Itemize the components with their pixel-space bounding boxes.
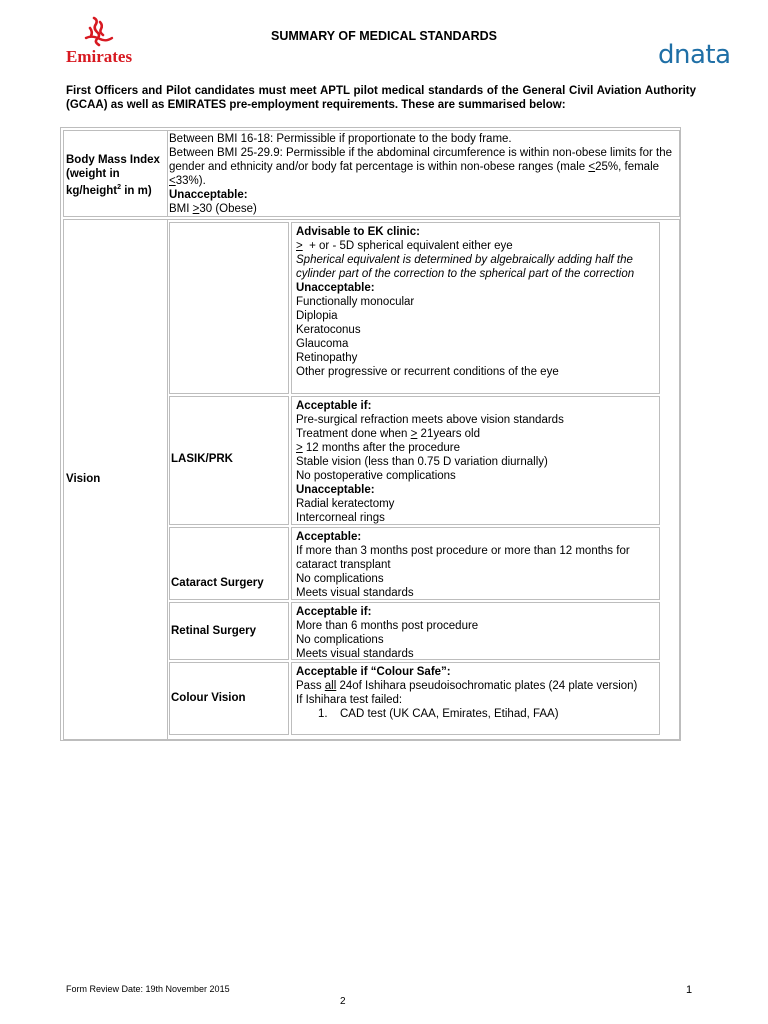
- bmi-unacceptable-label: Unacceptable:: [169, 189, 248, 201]
- bmi-label-cell: [63, 130, 168, 217]
- cataract-cell: [291, 527, 660, 600]
- document-title: SUMMARY OF MEDICAL STANDARDS: [271, 29, 497, 43]
- bmi-label-main: Body Mass Index: [66, 154, 160, 166]
- vision-label-cell: [63, 219, 168, 740]
- page-number-center: 2: [340, 996, 346, 1007]
- vision-general-item: Retinopathy: [296, 352, 358, 364]
- cataract-heading: Acceptable:: [296, 531, 362, 543]
- lasik-item: Radial keratectomy: [296, 498, 395, 510]
- retinal-cell: [291, 602, 660, 660]
- emirates-logo-text: Emirates: [66, 47, 133, 66]
- lasik-label: LASIK/PRK: [171, 453, 233, 465]
- colour-cell: [291, 662, 660, 735]
- lasik-cell: [291, 396, 660, 525]
- retinal-label: Retinal Surgery: [171, 625, 256, 637]
- cataract-label-cell: [169, 527, 289, 600]
- cataract-line3: Meets visual standards: [296, 587, 414, 599]
- cataract-line1: If more than 3 months post procedure or more than 12 months for cataract transplant: [296, 545, 630, 571]
- bmi-line1: Between BMI 16-18: Permissible if proportionate to the body frame.: [169, 133, 512, 145]
- page-number: 1: [686, 984, 693, 996]
- vision-general-item: Other progressive or recurrent conditions of the eye: [296, 366, 559, 378]
- vision-general-line1: > + or - 5D spherical equivalent either eye: [296, 240, 513, 252]
- lasik-label-cell: [169, 396, 289, 525]
- bmi-label-sub2-post: in m): [121, 184, 152, 197]
- vision-general-item: Keratoconus: [296, 324, 361, 336]
- cataract-label: Cataract Surgery: [171, 577, 264, 589]
- bmi-label-sub1: (weight in: [66, 168, 120, 180]
- medical-standards-table: [60, 127, 681, 741]
- colour-list-text: CAD test (UK CAA, Emirates, Etihad, FAA): [340, 708, 559, 720]
- lasik-line1: Pre-surgical refraction meets above vision standards: [296, 414, 564, 426]
- vision-general-unacceptable-label: Unacceptable:: [296, 282, 375, 294]
- intro-paragraph: First Officers and Pilot candidates must meet APTL pilot medical standards of the General Civil Aviation Authority (GCAA) as well as EMIRATES pre-employment requirements. These are summarised below:: [66, 85, 696, 111]
- vision-general-label-cell: [169, 222, 289, 394]
- form-review-date: Form Review Date: 19th November 2015: [66, 984, 230, 994]
- vision-general-item: Functionally monocular: [296, 296, 415, 308]
- lasik-heading: Acceptable if:: [296, 400, 372, 412]
- colour-label-cell: [169, 662, 289, 735]
- retinal-line2: No complications: [296, 634, 384, 646]
- bmi-label: [66, 153, 170, 198]
- vision-general-heading: Advisable to EK clinic:: [296, 226, 420, 238]
- lasik-item: Intercorneal rings: [296, 512, 385, 524]
- colour-line2: If Ishihara test failed:: [296, 694, 403, 706]
- colour-list-number: 1.: [318, 708, 328, 720]
- colour-heading: Acceptable if “Colour Safe”:: [296, 666, 451, 678]
- spherical-equivalent-note: Spherical equivalent is determined by algebraically adding half the cylinder part of the correction to the spherical part of the correction: [296, 254, 635, 280]
- retinal-line3: Meets visual standards: [296, 648, 414, 660]
- bmi-content-cell: [167, 130, 680, 217]
- colour-line1: Pass all 24of Ishihara pseudoisochromatic plates (24 plate version): [296, 680, 638, 692]
- lasik-line4: Stable vision (less than 0.75 D variation diurnally): [296, 456, 548, 468]
- bmi-unacceptable: BMI >30 (Obese): [169, 203, 257, 215]
- retinal-line1: More than 6 months post procedure: [296, 620, 479, 632]
- vision-general-item: Diplopia: [296, 310, 338, 322]
- lasik-line2: Treatment done when > 21years old: [296, 428, 481, 440]
- lasik-unacceptable-label: Unacceptable:: [296, 484, 375, 496]
- retinal-heading: Acceptable if:: [296, 606, 372, 618]
- retinal-label-cell: [169, 602, 289, 660]
- colour-label: Colour Vision: [171, 692, 246, 704]
- colour-list-item: [318, 707, 656, 721]
- lasik-line5: No postoperative complications: [296, 470, 456, 482]
- dnata-logo: dnata: [658, 40, 731, 70]
- cataract-line2: No complications: [296, 573, 384, 585]
- vision-general-cell: [291, 222, 660, 394]
- bmi-line2: Between BMI 25-29.9: Permissible if the abdominal circumference is within non-obese limits for the gender and ethnicity and/or body fat percentage is within non-obese ranges (male <25%, female <33%).: [169, 147, 673, 187]
- bmi-label-sub2-pre: kg/height: [66, 184, 118, 197]
- vision-general-item: Glaucoma: [296, 338, 349, 350]
- vision-label: Vision: [66, 473, 101, 485]
- bmi-label-sup: 2: [117, 184, 122, 191]
- lasik-line3: > 12 months after the procedure: [296, 442, 460, 454]
